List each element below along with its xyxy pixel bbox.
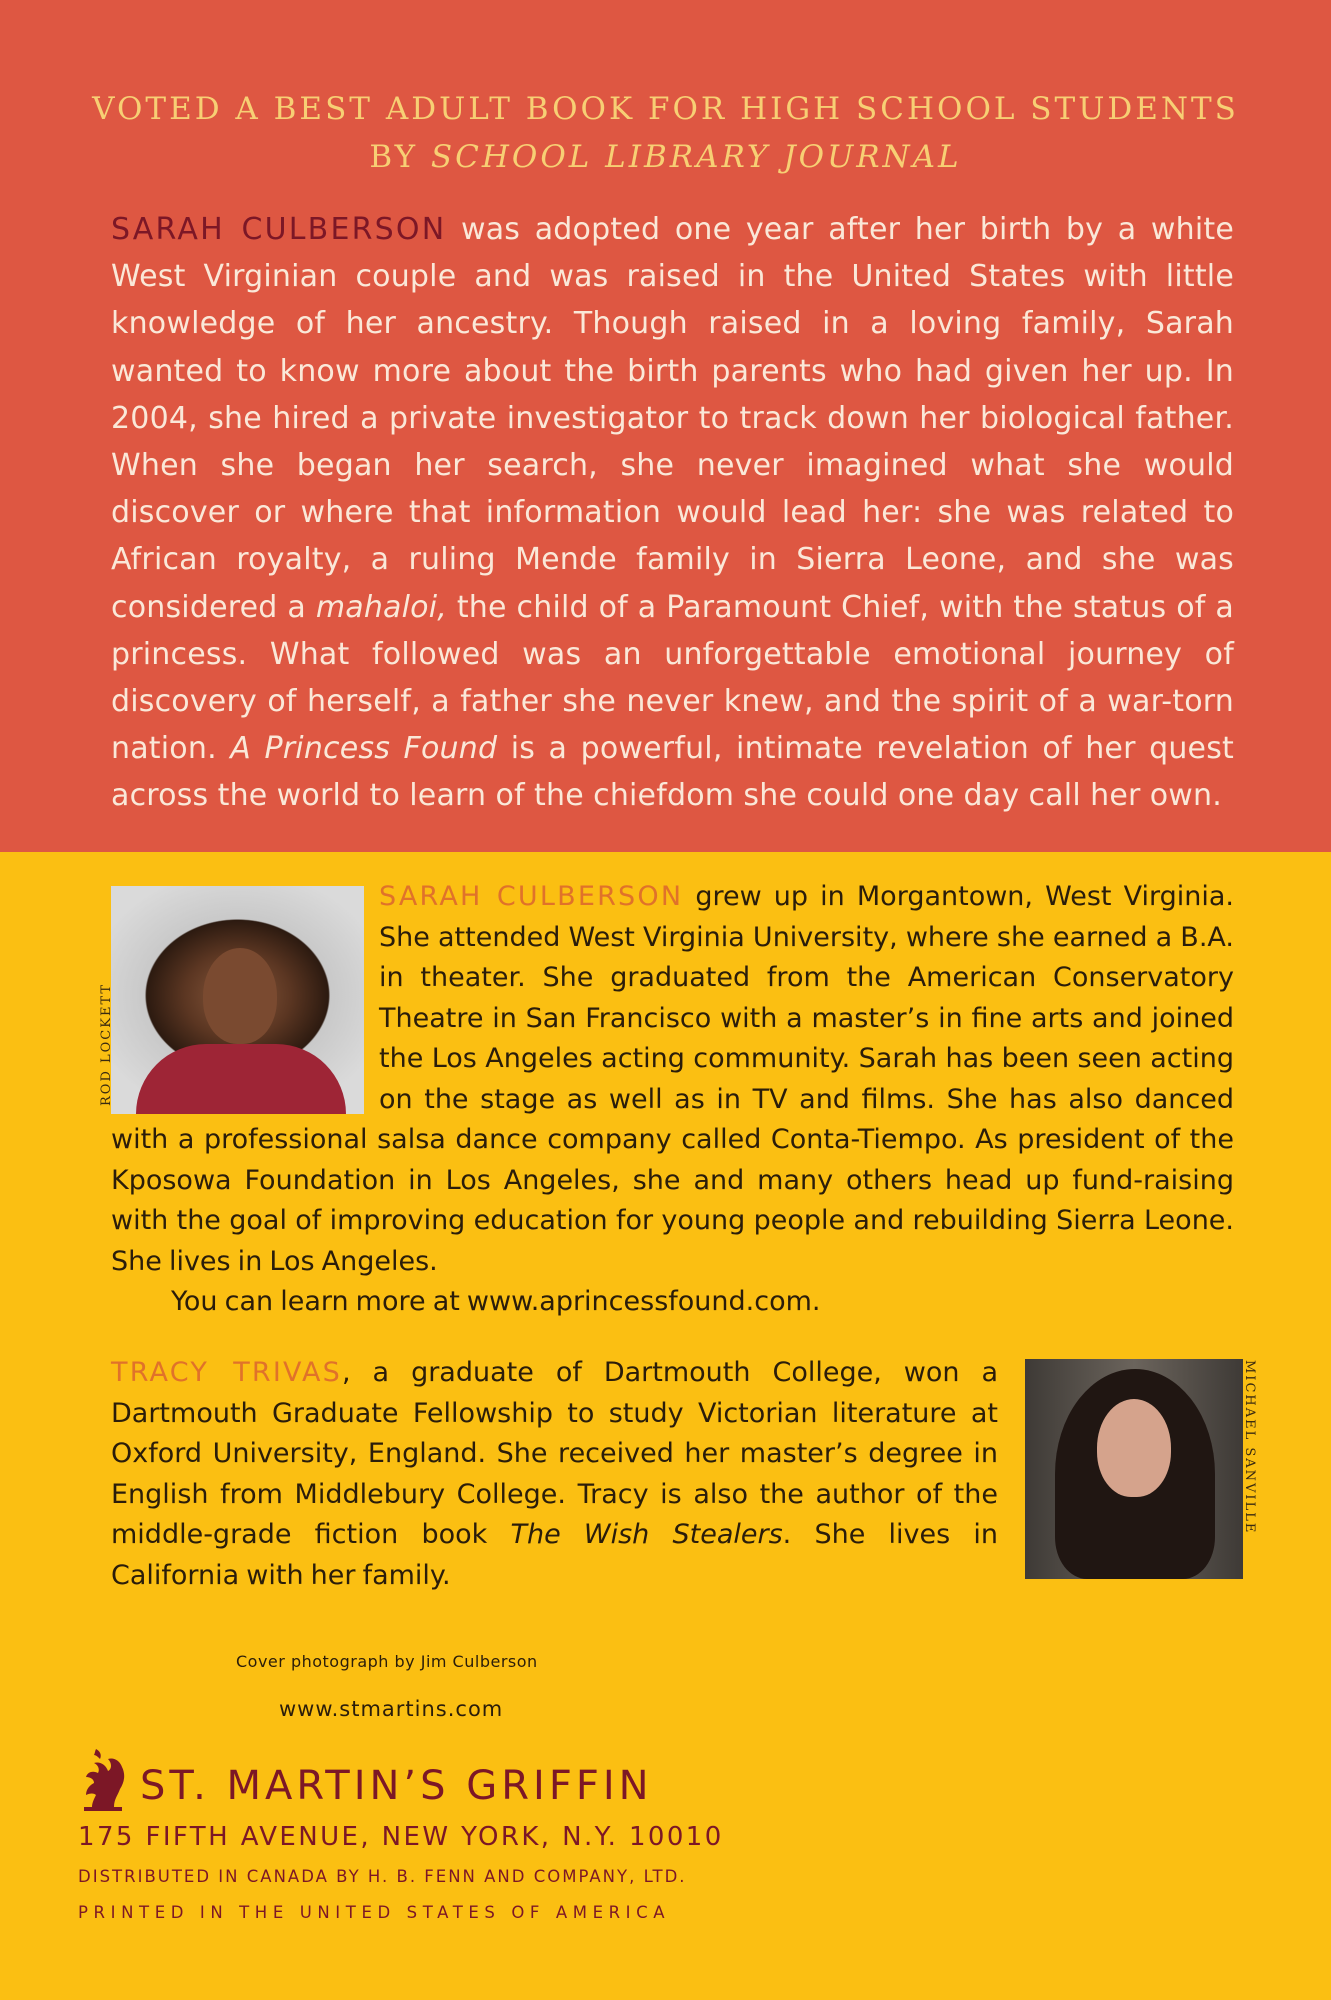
- photo-shirt: [136, 1044, 346, 1114]
- distribution-notice: DISTRIBUTED IN CANADA BY H. B. FENN AND COMPANY, LTD.: [78, 1867, 687, 1886]
- author-photo-sarah: [111, 886, 364, 1114]
- book-description: [111, 206, 1234, 820]
- printed-notice: PRINTED IN THE UNITED STATES OF AMERICA: [78, 1903, 671, 1922]
- bio-tracy-text-1: , a graduate of Dartmouth College, won a Dartmouth Graduate Fellowship to study Victorian literature at Oxford University, England. She received her master’s degree in English from Middlebury College. Tracy is also the author of the middle-grade fiction book: [111, 1357, 999, 1550]
- publisher-website: www.stmartins.com: [279, 1697, 504, 1721]
- blurb-term: mahaloi,: [315, 589, 447, 625]
- photo-face: [203, 948, 277, 1044]
- publisher-name: ST. MARTIN’S GRIFFIN: [140, 1763, 653, 1809]
- award-publication: SCHOOL LIBRARY JOURNAL: [430, 139, 962, 175]
- award-banner: [60, 85, 1271, 181]
- author-photo-tracy: [1025, 1359, 1243, 1579]
- award-line-2-prefix: BY: [369, 139, 431, 175]
- blurb-author-name: SARAH CULBERSON: [111, 212, 447, 247]
- blurb-text-2: the child of a Paramount Chief, with the status of a princess. What followed was an unforgettable emotional journey of discovery of herself, a father she never knew, and the spirit of a war-torn nation.: [111, 589, 1234, 767]
- award-line-2: [60, 133, 1271, 181]
- bio-tracy-name: TRACY TRIVAS: [111, 1357, 342, 1388]
- blurb-text-1: was adopted one year after her birth by a white West Virginian couple and was raised in the United States with little knowledge of her ancestry. Though raised in a loving family, Sarah wanted to know more about the birth parents who had given her up. In 2004, she hired a private investigator to track down her biological father. When she began her search, she never imagined what she would discover or where that information would lead her: she was related to African royalty, a ruling Mende family in Sierra Leone, and she was considered a: [111, 212, 1234, 625]
- bio-sarah-text: grew up in Morgantown, West Virginia. She attended West Virginia University, where she earned a B.A. in theater. She graduated from the American Conservatory Theatre in San Francisco with a master’s in fine arts and joined the Los Angeles acting community. Sarah has been seen acting on the stage as well as in TV and films. She has also danced with a professional salsa dance company called Conta-Tiempo. As president of the Kposowa Foundation in Los Angeles, she and many others head up fund-raising with the goal of improving education for young people and rebuilding Sierra Leone. She lives in Los Angeles.: [111, 881, 1234, 1277]
- bio-tracy-text-2: . She lives in California with her family.: [111, 1519, 998, 1591]
- publisher-address: 175 FIFTH AVENUE, NEW YORK, N.Y. 10010: [78, 1822, 724, 1852]
- blurb-book-title: A Princess Found: [230, 731, 498, 767]
- bio-sarah-more: You can learn more at www.aprincessfound.com.: [171, 1286, 821, 1317]
- photo-credit-sarah: ROD LOCKETT: [99, 982, 114, 1106]
- cover-photo-credit: Cover photograph by Jim Culberson: [236, 1652, 538, 1671]
- blurb-text-3: is a powerful, intimate revelation of her quest across the world to learn of the chiefdom she could one day call her own.: [111, 731, 1234, 814]
- photo-credit-tracy: MICHAEL SANVILLE: [1242, 1360, 1257, 1535]
- author-bio-tracy: [111, 1353, 998, 1596]
- bio-sarah-name: SARAH CULBERSON: [379, 881, 684, 912]
- award-line-1: VOTED A BEST ADULT BOOK FOR HIGH SCHOOL STUDENTS: [92, 91, 1239, 127]
- photo-face: [1097, 1399, 1171, 1497]
- griffin-icon: [78, 1749, 128, 1813]
- author-bio-sarah: [111, 877, 1234, 1323]
- bio-tracy-book-title: The Wish Stealers: [510, 1519, 783, 1550]
